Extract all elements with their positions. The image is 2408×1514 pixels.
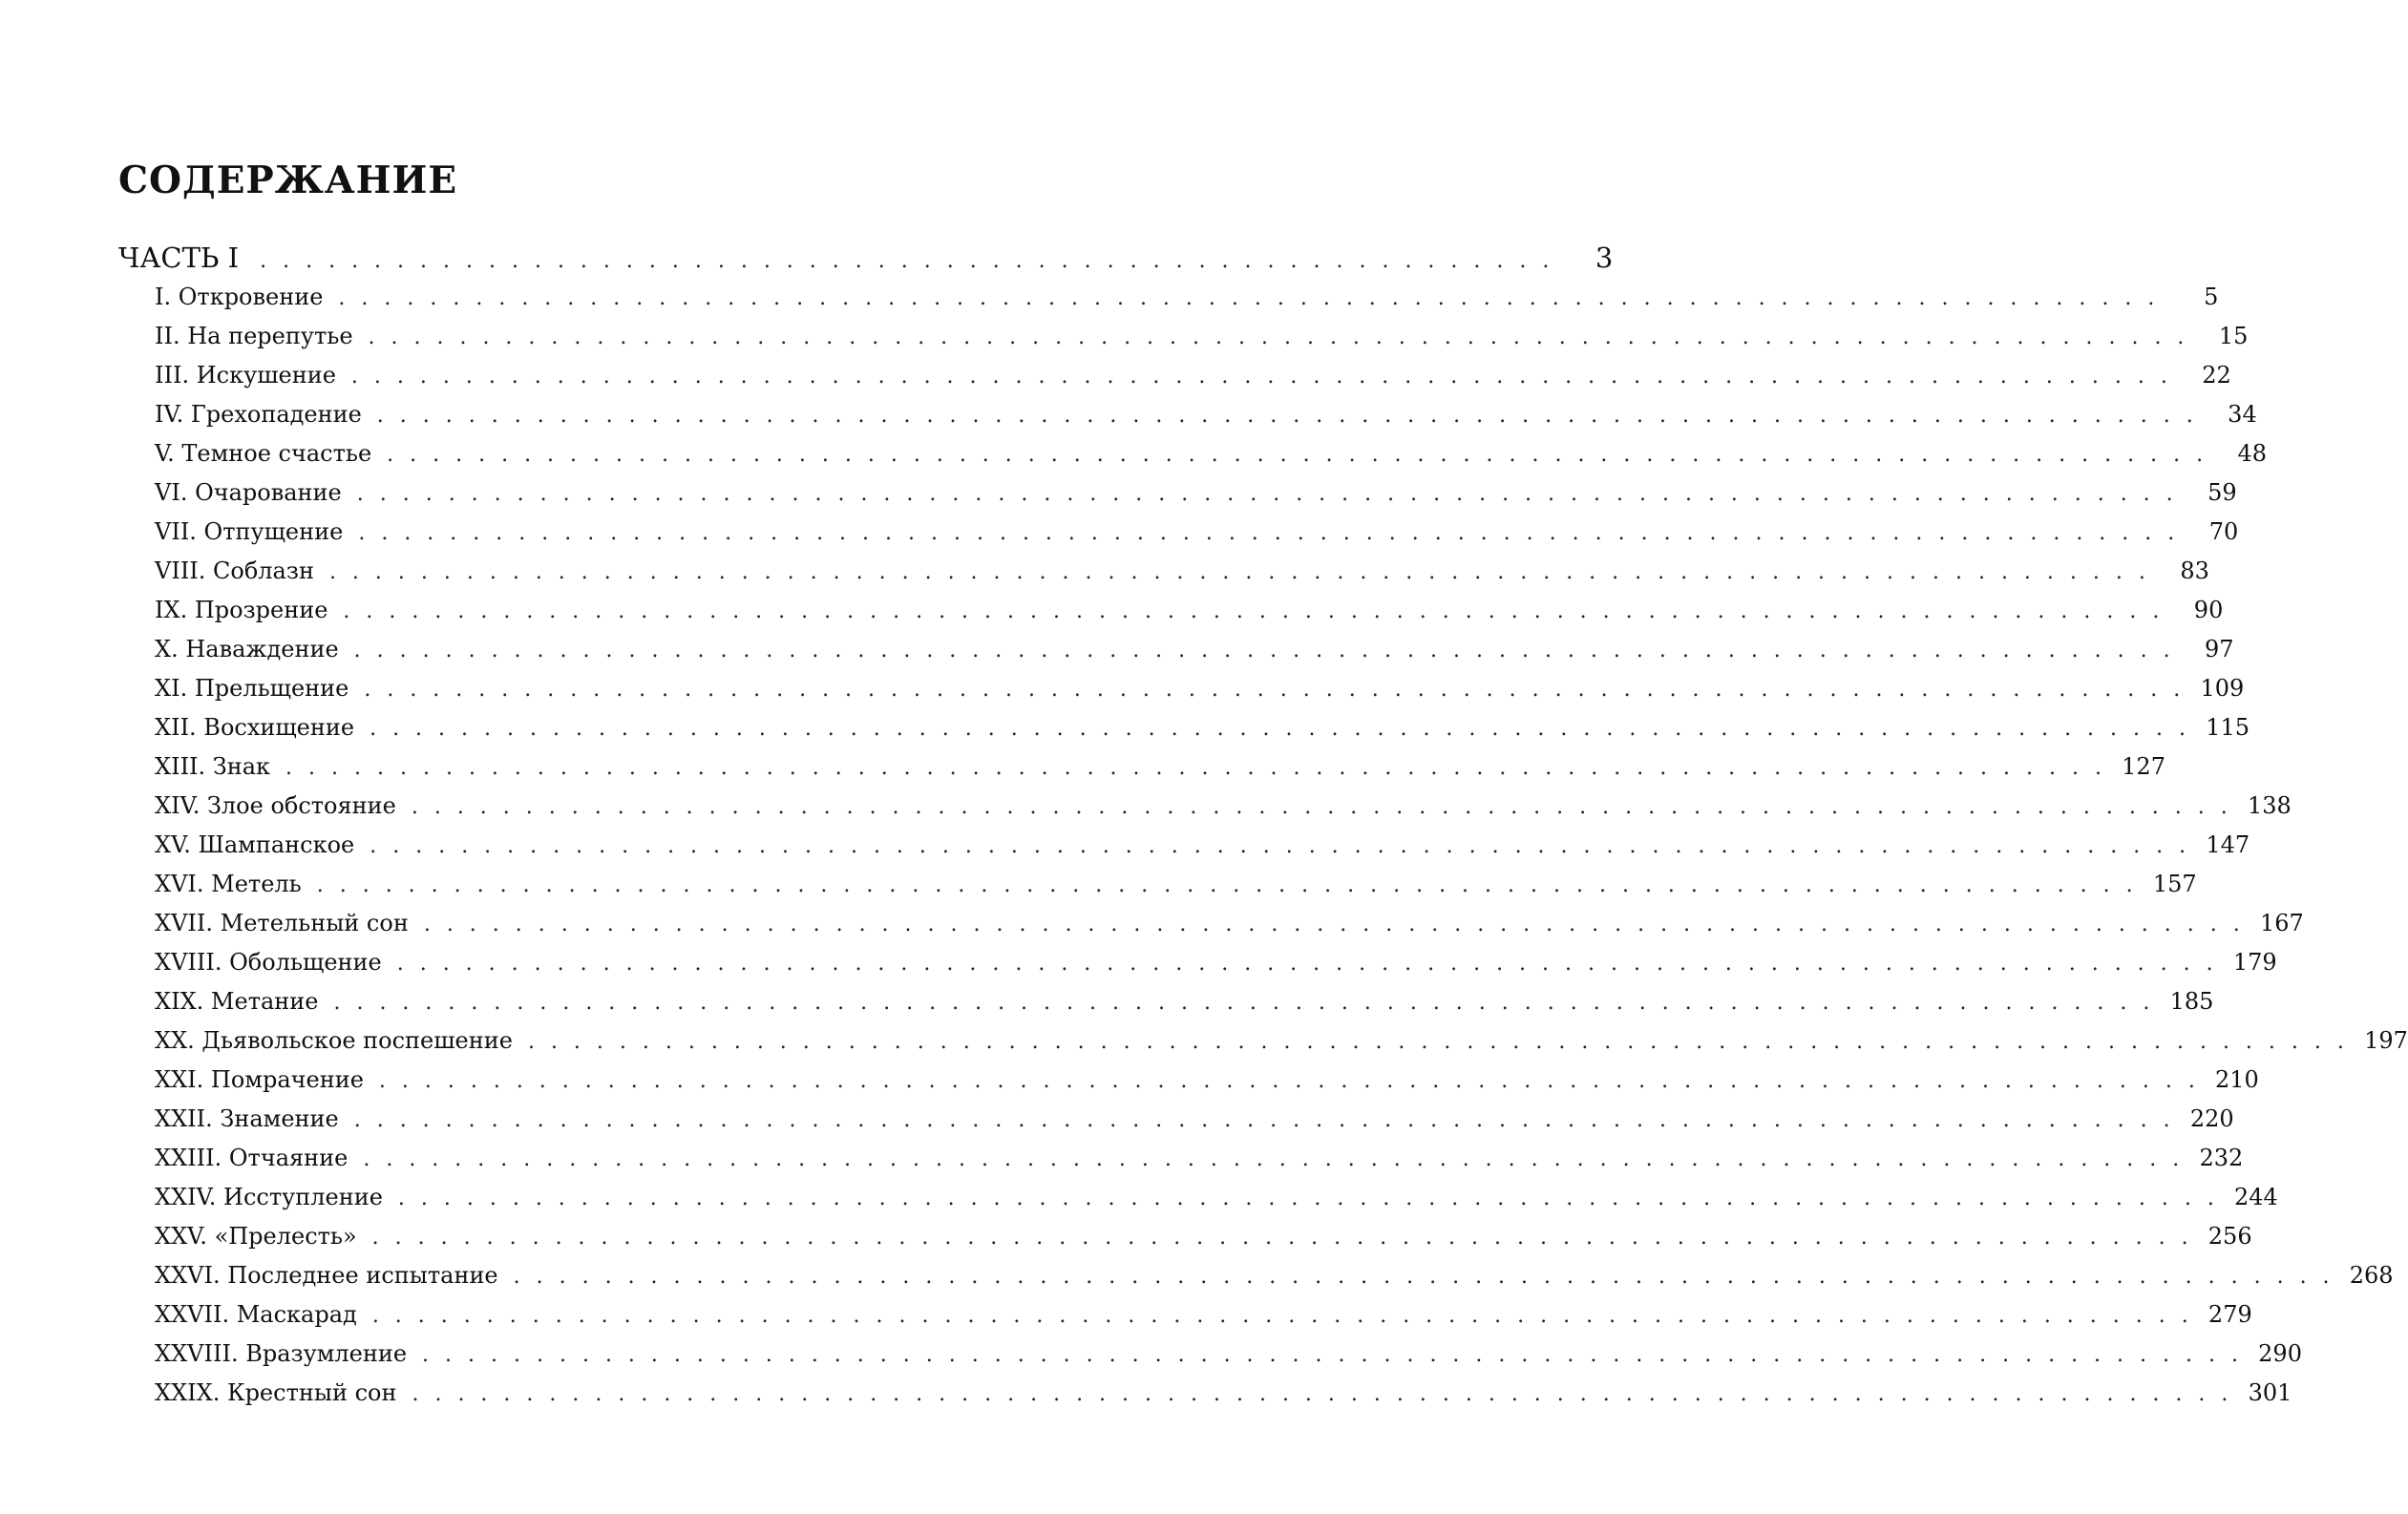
page-title: СОДЕРЖАНИЕ [118,158,458,202]
toc-entry [155,630,2234,669]
toc-dot-leader: . . . . . . . . . . . . . . . . . . . . . . . . . . . . . . . . . . . . . . . . . . . . . . . . . . . . . . . . . . . . . . . . . . . . . . . . . . . . . . . . [328,560,2150,584]
toc-entry-page: 70 [2208,518,2239,545]
toc-entry-page: 256 [2207,1223,2252,1250]
toc-entry-title: XIV. Злое обстояние [155,792,396,819]
toc-dot-leader: . . . . . . . . . . . . . . . . . . . . . . . . . . . . . . . . . . . . . . . . . . . . . . . . . . . . . . . . . . . . . . . . . . . . . . . . . . . . . . . . [371,1304,2193,1328]
toc-dot-leader: . . . . . . . . . . . . . . . . . . . . . . . . . . . . . . . . . . . . . . . . . . . . . . . . . . . . . . . . . . . . . . . . . . . . . . . . . . . . . . . . [376,404,2198,428]
toc-dot-leader: . . . . . . . . . . . . . . . . . . . . . . . . . . . . . . . . . . . . . . . . . . . . . . . . . . . . . . . . . . . . . . . . . . . . . . . . . . . . . . . . [422,1343,2243,1367]
toc-entry-title: IX. Прозрение [155,597,328,623]
toc-entry-page: 179 [2232,949,2277,976]
toc-part-label: ЧАСТЬ I [118,242,240,274]
toc-dot-leader: . . . . . . . . . . . . . . . . . . . . . . . . . . . . . . . . . . . . . . . . . . . . . . . . . . . . . . . . . . . . . . . . . . . . . . . . . . . . . . . . [423,913,2245,936]
toc-entry-page: 90 [2193,597,2224,623]
toc-entry-title: X. Наваждение [155,636,339,662]
toc-entry [155,1256,2394,1295]
toc-dot-leader: . . . . . . . . . . . . . . . . . . . . . . . . . . . . . . . . . . . . . . . . . . . . . . . . . . . . . . . . . . . . . . . . . . . . . . . . . . . . . . . . [343,599,2165,623]
toc-entry-page: 5 [2204,284,2219,310]
toc-dot-leader: . . . . . . . . . . . . . . . . . . . . . . . . . . . . . . . . . . . . . . . . . . . . . . . . . . . . . . . . . . . . . . . . . . . . . . . . . . . . . . . . [364,678,2186,702]
toc-entry [155,1217,2252,1256]
toc-entry-title: III. Искушение [155,362,336,389]
toc-entry-title: XXV. «Прелесть» [155,1223,357,1250]
toc-part-page: 3 [1595,242,1614,274]
toc-entry [155,1061,2259,1100]
toc-entry-page: 34 [2228,401,2257,428]
toc-dot-leader: . . . . . . . . . . . . . . . . . . . . . . . . . . . . . . . . . . . . . . . . . . . . . . . . . . . . . . . . . . . . . . . . . . . . . . . . . . . . . . . . [396,952,2218,976]
toc-entry-page: 210 [2215,1066,2259,1093]
toc-entry-page: 279 [2207,1301,2252,1328]
toc-entry [155,826,2250,865]
toc-entry-title: XXI. Помрачение [155,1066,364,1093]
toc-entry-title: XI. Прельщение [155,675,349,702]
toc-entry [155,1178,2278,1217]
toc-dot-leader: . . . . . . . . . . . . . . . . . . . . . . . . . . . . . . . . . . . . . . . . . . . . . . . . . . . . . . . . . . . . . . . . . . . . . . . . . . . . . . . . [333,991,2155,1015]
toc-entry [155,1100,2234,1139]
toc-entry-page: 115 [2206,714,2250,741]
toc-entry [155,278,2219,317]
toc-entry [155,708,2250,747]
toc-entry-page: 138 [2247,792,2292,819]
toc-entry-title: XXVI. Последнее испытание [155,1262,498,1289]
toc-entry [155,356,2231,395]
toc-entry [155,787,2292,826]
toc-entry-page: 157 [2152,871,2197,897]
toc-entry-title: VIII. Соблазн [155,557,314,584]
toc-entry [155,1021,2408,1061]
toc-entry-page: 220 [2189,1105,2234,1132]
toc-entry [155,1139,2244,1178]
toc-entry-title: XV. Шампанское [155,831,355,858]
toc-dot-leader: . . . . . . . . . . . . . . . . . . . . . . . . . . . . . . . . . . . . . . . . . . . . . . . . . . . . . . . . . . . . . . . . . . . . . . . . . . . . . . . . [316,873,2138,897]
toc-entry-page: 109 [2200,675,2245,702]
toc-dot-leader: . . . . . . . . . . . . . . . . . . . . . . . . . . . . . . . . . . . . . . . . . . . . . . . . . . . . . . . . . . . . . . . . . . . . . . . . . . . . . . . . [371,1226,2193,1250]
toc-entry-title: IV. Грехопадение [155,401,362,428]
toc-entry-title: XXVII. Маскарад [155,1301,357,1328]
toc-dot-leader: . . . . . . . . . . . . . . . . . . . . . . . . . . . . . . . . . . . . . . . . . . . . . . . . . . . . . . . . . . . . . . . . . . . . . . . . . . . . . . . . [338,286,2160,310]
toc-part-entry [118,237,1614,279]
toc-entry-page: 127 [2122,753,2165,780]
toc-dot-leader: . . . . . . . . . . . . . . . . . . . . . . . . . . . . . . . . . . . . . . . . . . . . . . . . . . . . . . . . . . . . . . . . . . . . . . . . . . . . . . . . [353,1108,2175,1132]
toc-dot-leader: . . . . . . . . . . . . . . . . . . . . . . . . . . . . . . . . . . . . . . . . . . . . . . . . . . . . . . . . . . . . . . . . . . . . . . . . . . . . . . . . [513,1265,2334,1289]
toc-entry-title: XXIX. Крестный сон [155,1379,397,1406]
toc-entry [155,513,2239,552]
toc-entry-page: 22 [2202,362,2231,389]
toc-entry-title: II. На перепутье [155,323,353,349]
toc-dot-leader: . . . . . . . . . . . . . . . . . . . . . . . . . . . . . . . . . . . . . . . . . . . . . . . . . . . . . . . . . . . . . . . . . . . . . . . . . . . . . . . . [397,1187,2219,1210]
toc-dot-leader: . . . . . . . . . . . . . . . . . . . . . . . . . . . . . . . . . . . . . . . . . . . . . . . . . . . . . . . . . . . . . . . . . . . . . . . . . . . . . . . . [412,1382,2233,1406]
toc-entry-title: XXIV. Исступление [155,1184,383,1210]
toc-entry-page: 59 [2207,479,2237,506]
toc-entry [155,904,2304,943]
toc-dot-leader: . . . . . . . . . . . . . . . . . . . . . . . . . . . . . . . . . . . . . . . . . . . . . . . . . . . . . . . . . . . . . . . . . . . . . . . . . . . . . . . . [368,326,2189,349]
toc-entry-page: 185 [2169,988,2214,1015]
toc-dot-leader: . . . . . . . . . . . . . . . . . . . . . . . . . . . . . . . . . . . . . . . . . . . . . . . . . . . . . . . . . . . . . . . . . . . . . . . . . . . . . . . . [411,795,2232,819]
toc-dot-leader: . . . . . . . . . . . . . . . . . . . . . . . . . . . . . . . . . . . . . . . . . . . . . . . . . . . . . . . . . . . . . . . . . . . . . . . . . . . . . . . . [363,1147,2185,1171]
toc-entry [155,669,2245,708]
toc-entry-page: 232 [2199,1145,2244,1171]
toc-dot-leader: . . . . . . . . . . . . . . . . . . . . . . . . . . . . . . . . . . . . . . . . . . . . . . . . . . . . . . . . . [260,249,1554,273]
toc-entry-title: XXII. Знамение [155,1105,339,1132]
toc-dot-leader: . . . . . . . . . . . . . . . . . . . . . . . . . . . . . . . . . . . . . . . . . . . . . . . . . . . . . . . . . . . . . . . . . . . . . . . . . . . . . . . . [353,639,2175,662]
toc-dot-leader: . . . . . . . . . . . . . . . . . . . . . . . . . . . . . . . . . . . . . . . . . . . . . . . . . . . . . . . . . . . . . . . . . . . . . . . . . . . . . . . . [358,521,2180,545]
toc-entry [155,552,2209,591]
toc-dot-leader: . . . . . . . . . . . . . . . . . . . . . . . . . . . . . . . . . . . . . . . . . . . . . . . . . . . . . . . . . . . . . . . . . . . . . . . . . . . . . . . . [350,365,2172,389]
toc-entry-title: XIX. Метание [155,988,319,1015]
toc-entry-title: XXIII. Отчаяние [155,1145,349,1171]
toc-entry-page: 244 [2234,1184,2278,1210]
toc-entry-title: I. Откровение [155,284,324,310]
toc-entry-page: 197 [2364,1027,2408,1054]
toc-entry [155,395,2257,434]
toc-entry-title: XIII. Знак [155,753,271,780]
toc-entry [155,1335,2302,1374]
toc-dot-leader: . . . . . . . . . . . . . . . . . . . . . . . . . . . . . . . . . . . . . . . . . . . . . . . . . . . . . . . . . . . . . . . . . . . . . . . . . . . . . . . . [370,834,2191,858]
toc-entry-title: XVIII. Обольщение [155,949,382,976]
toc-entry-page: 290 [2258,1340,2302,1367]
toc-entry-page: 301 [2248,1379,2292,1406]
toc-entry [155,434,2268,473]
toc-entry-title: XX. Дьявольское поспешение [155,1027,513,1054]
toc-entry [155,982,2214,1021]
toc-entry [155,317,2249,356]
toc-entry [155,473,2237,513]
toc-dot-leader: . . . . . . . . . . . . . . . . . . . . . . . . . . . . . . . . . . . . . . . . . . . . . . . . . . . . . . . . . . . . . . . . . . . . . . . . . . . . . . . . [370,717,2190,741]
toc-entry-title: XXVIII. Вразумление [155,1340,408,1367]
toc-entry-title: VII. Отпущение [155,518,344,545]
toc-entry [155,591,2224,630]
toc-entry-page: 167 [2259,910,2304,936]
toc-entry [155,865,2197,904]
toc-dot-leader: . . . . . . . . . . . . . . . . . . . . . . . . . . . . . . . . . . . . . . . . . . . . . . . . . . . . . . . . . . . . . . . . . . . . . . . . . . . . . . . . [356,482,2178,506]
toc-entry-title: XII. Восхищение [155,714,355,741]
toc-entry-page: 147 [2206,831,2250,858]
toc-entry-title: XVI. Метель [155,871,302,897]
toc-entry-page: 15 [2218,323,2249,349]
toc-entry [155,747,2165,787]
toc-entry-title: V. Темное счастье [155,440,372,467]
toc-entry [155,1295,2252,1335]
toc-entry-page: 97 [2205,636,2234,662]
toc-entry [155,943,2277,982]
toc-dot-leader: . . . . . . . . . . . . . . . . . . . . . . . . . . . . . . . . . . . . . . . . . . . . . . . . . . . . . . . . . . . . . . . . . . . . . . . . . . . . . . . . [285,756,2106,780]
toc-entry-page: 83 [2180,557,2209,584]
toc-entry-page: 48 [2237,440,2268,467]
toc-dot-leader: . . . . . . . . . . . . . . . . . . . . . . . . . . . . . . . . . . . . . . . . . . . . . . . . . . . . . . . . . . . . . . . . . . . . . . . . . . . . . . . . [378,1069,2200,1093]
toc-entry [155,1374,2292,1413]
toc-entry-page: 268 [2349,1262,2394,1289]
toc-entry-title: XVII. Метельный сон [155,910,409,936]
toc-entry-title: VI. Очарование [155,479,342,506]
toc-dot-leader: . . . . . . . . . . . . . . . . . . . . . . . . . . . . . . . . . . . . . . . . . . . . . . . . . . . . . . . . . . . . . . . . . . . . . . . . . . . . . . . . [387,443,2208,467]
toc-chapter-list [155,278,2408,1413]
toc-dot-leader: . . . . . . . . . . . . . . . . . . . . . . . . . . . . . . . . . . . . . . . . . . . . . . . . . . . . . . . . . . . . . . . . . . . . . . . . . . . . . . . . [527,1030,2349,1054]
